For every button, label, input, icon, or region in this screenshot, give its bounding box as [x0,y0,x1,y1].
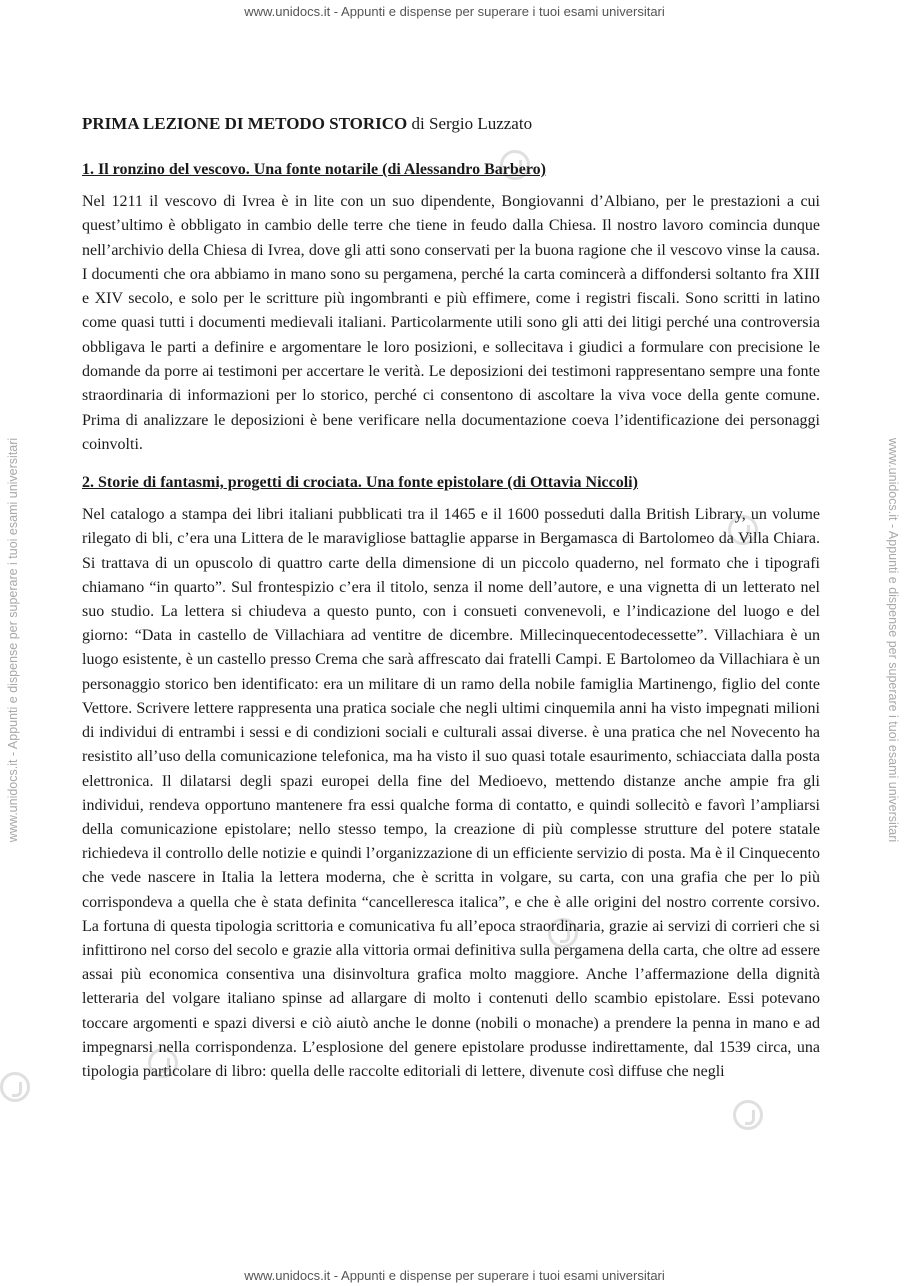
document-body [82,112,820,1093]
document-title-bold: PRIMA LEZIONE DI METODO STORICO [82,114,408,133]
watermark-logo-icon [0,1072,30,1102]
section-paragraph-2: Nel catalogo a stampa dei libri italiani pubblicati tra il 1465 e il 1600 posseduti dalla British Library, un volume rilegato di bli, c’era una Littera de le maravigliose battaglie apparse in Bergamasca di Bartolomeo da Villa Chiara. Si trattava di un opuscolo di quattro carte della dimensione di un piccolo quaderno, nel formato che i tipografi chiamano “in quarto”. Sul frontespizio c’era il titolo, senza il nome dell’autore, e una vignetta di un letterato nel suo studio. La lettera si chiudeva a questo punto, con i consueti convenevoli, e l’indicazione del luogo e del giorno: “Data in castello de Villachiara ad ventitre de dicembre. Millecinquecentodecessette”. Villachiara è un luogo esistente, è un castello presso Crema che sarà affrescato dai fratelli Campi. E Bartolomeo da Villachiara è un personaggio storico ben identificato: era un militare di un ramo della nobile famiglia Martinengo, figlio del conte Vettore. Scrivere lettere rappresenta una pratica sociale che negli ultimi cinquemila anni ha visto impegnati milioni di individui di entrambi i sessi e di condizioni sociali e culturali assai diverse. è una pratica che nel Novecento ha resistito all’uso della comunicazione telefonica, ma ha visto il suo quasi totale esaurimento, schiacciata dalla posta elettronica. Il dilatarsi degli spazi europei della fine del Medioevo, mettendo distanze anche ampie fra gli individui, rendeva opportuno mantenere fra essi qualche forma di contatto, e quindi sollecitò e favorì l’ampliarsi della comunicazione epistolare; nello stesso tempo, la creazione di più complesse strutture del potere statale richiedeva il controllo delle notizie e quindi l’organizzazione di un efficiente servizio di posta. Ma è il Cinquecento che vede nascere in Italia la lettera moderna, che è scritta in volgare, su carta, con una grafia che per lo più corrispondeva a quella che è stata definita “cancelleresca italica”, e che è alle origini del nostro corrente corsivo. La fortuna di questa tipologia scrittoria e comunicativa fu all’epoca straordinaria, grazie ai servizi di corrieri che si infittirono nel corso del secolo e grazie alla vittoria ormai definitiva sulla pergamena della carta, che oltre ad essere assai più economica consentiva una disinvoltura grafica molto maggiore. Anche l’affermazione della dignità letteraria del volgare italiano spinse ad allargare di molto i contenuti dello scambio epistolare. Essi potevano toccare argomenti e spazi diversi e ciò aiutò anche le donne (nobili o monache) a prendere la penna in mano e ad impegnarsi nella corrispondenza. L’esplosione del genere epistolare produsse indirettamente, dal 1539 circa, una tipologia particolare di libro: quella delle raccolte editoriali di lettere, divenute così diffuse che negli [82,506,820,1080]
watermark-bottom: www.unidocs.it - Appunti e dispense per superare i tuoi esami universitari [244,1268,665,1283]
document-title-author: di Sergio Luzzato [407,114,533,133]
document-title [82,112,820,136]
watermark-logo-icon [733,1100,763,1130]
watermark-left: www.unidocs.it - Appunti e dispense per superare i tuoi esami universitari [6,437,20,843]
section-heading-1: 1. Il ronzino del vescovo. Una fonte notarile (di Alessandro Barbero) [82,161,546,178]
watermark-top: www.unidocs.it - Appunti e dispense per superare i tuoi esami universitari [244,4,665,19]
watermark-right: www.unidocs.it - Appunti e dispense per superare i tuoi esami universitari [886,437,900,843]
section-heading-2: 2. Storie di fantasmi, progetti di crociata. Una fonte epistolare (di Ottavia Niccoli) [82,474,638,492]
section-paragraph-1: Nel 1211 il vescovo di Ivrea è in lite con un suo dipendente, Bongiovanni d’Albiano, per le prestazioni a cui quest’ultimo è obbligato in cambio delle terre che tiene in feudo dalla Chiesa. Il nostro lavoro comincia dunque nell’archivio della Chiesa di Ivrea, dove gli atti sono conservati per la buona ragione che il vescovo vinse la causa. I documenti che ora abbiamo in mano sono su pergamena, perché la carta comincerà a diffondersi soltanto fra XIII e XIV secolo, e solo per le scritture più ingombranti e più effimere, come i registri fiscali. Sono scritti in latino come quasi tutti i documenti medievali italiani. Particolarmente utili sono gli atti dei litigi perché una controversia obbligava le parti a definire e argomentare le loro posizioni, e sollecitava i giudici a formulare con precisione le domande da porre ai testimoni per accertare le verità. Le deposizioni dei testimoni rappresentano sempre una fonte straordinaria di informazioni per lo storico, perché ci consentono di ascoltare la viva voce della gente comune. Prima di analizzare le deposizioni è bene verificare nella documentazione coeva l’identificazione dei personaggi coinvolti. [82,193,820,453]
